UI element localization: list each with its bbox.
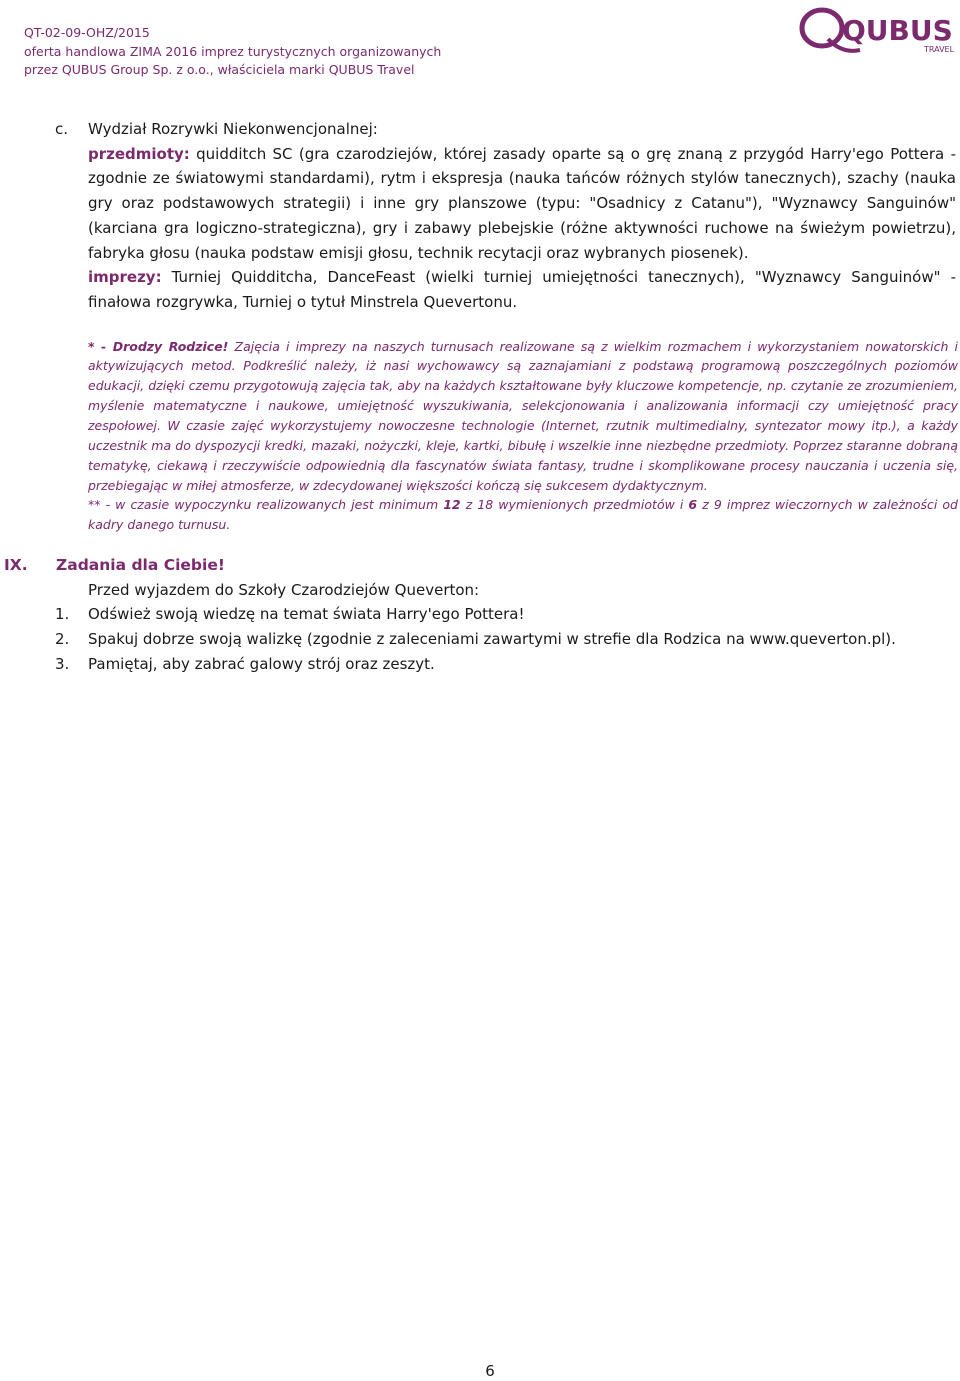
list-item xyxy=(55,602,960,627)
list-item xyxy=(55,652,960,677)
note-minimum-a: ** - w czasie wypoczynku realizowanych jest minimum xyxy=(88,497,444,513)
note-parents-text: Zajęcia i imprezy na naszych turnusach realizowane są z wielkim rozmachem i wykorzystaniem nowatorskich i aktywizujących metod. Podkreślić należy, iż nasi wychowawcy są zaznajamiani z podstawą programową poszczególnych poziomów edukacji, dzięki czemu przygotowują zajęcia tak, aby na każdych kształtowane były kluczowe kompetencje, np. czytanie ze zrozumieniem, myślenie matematyczne i naukowe, umiejętność wyszukiwania, selekcjonowania i analizowania informacji czy umiejętność pracy zespołowej. W czasie zajęć wykorzystujemy nowoczesne technologie (Internet, rzutnik multimedialny, syntezator mowy itp.), a każdy uczestnik ma do dyspozycji kredki, mazaki, nożyczki, kleje, kartki, bibułę i wszelkie inne niezbędne przedmioty. Poprzez staranne dobraną tematykę, ciekawą i rzeczywiście odpowiednią dla fascynatów świata fantasy, trudne i skomplikowane procesy nauczania i uczenia się, przebiegając w miłej atmosferze, w zdecydowanej większości kończą się sukcesem dydaktycznym. xyxy=(88,338,959,493)
subjects-text: quidditch SC (gra czarodziejów, której zasady oparte są o grę znaną z przygód Harry'ego Pottera - zgodnie ze światowymi standardami), rytm i ekspresja (nauka tańców różnych stylów tanecznych), szachy (nauka gry oraz podstawowych strategii) i inne gry planszowe (typu: "Osadnicy z Catanu"), "Wyznawcy Sanguinów" (karciana gra logiczno-strategiczna), gry i zabawy plebejskie (różne aktywności ruchowe na świeżym powietrzu), fabryka głosu (nauka podstaw emisji głosu, technik recytacji oraz wybranych piosenek). xyxy=(88,144,956,262)
list-item-text: Odśwież swoją wiedzę na temat świata Harry'ego Pottera! xyxy=(88,605,525,624)
events-label: imprezy: xyxy=(88,268,162,287)
page-content xyxy=(0,117,960,677)
note-minimum-subjects-count: 12 xyxy=(443,497,461,513)
document-header xyxy=(24,24,624,80)
note-minimum xyxy=(88,495,958,535)
item-c-title-text: Wydział Rozrywki Niekonwencjonalnej: xyxy=(88,120,378,138)
list-item-text: Pamiętaj, aby zabrać galowy strój oraz zeszyt. xyxy=(88,654,435,673)
section-number: IX. xyxy=(4,556,28,575)
item-c-letter: c. xyxy=(55,120,69,138)
note-minimum-events-count: 6 xyxy=(688,497,698,513)
logo-wordmark: QUBUS xyxy=(842,14,953,47)
section-tasks xyxy=(0,553,960,677)
qubus-logo-icon xyxy=(798,6,958,56)
subjects-label: przedmioty: xyxy=(88,144,190,163)
section-title: Zadania dla Ciebie! xyxy=(56,556,225,575)
list-item-number: 2. xyxy=(55,630,70,649)
item-c-title xyxy=(55,117,956,142)
offer-line: oferta handlowa ZIMA 2016 imprez turystycznych organizowanych xyxy=(24,43,442,59)
note-parents xyxy=(88,337,958,496)
section-intro: Przed wyjazdem do Szkoły Czarodziejów Queverton: xyxy=(88,580,480,599)
events-paragraph xyxy=(88,265,956,314)
list-item xyxy=(55,627,960,652)
note-minimum-c: z 18 wymienionych przedmiotów i xyxy=(460,497,689,513)
subjects-paragraph xyxy=(88,142,956,266)
document-code: QT-02-09-OHZ/2015 xyxy=(24,25,150,40)
footnotes xyxy=(88,337,958,535)
list-item-text: Spakuj dobrze swoją walizkę (zgodnie z zaleceniami zawartymi w strefie dla Rodzica na www.queverton.pl). xyxy=(88,630,896,649)
events-text: Turniej Quidditcha, DanceFeast (wielki turniej umiejętności tanecznych), "Wyznawcy Sanguinów" - finałowa rozgrywka, Turniej o tytuł Minstrela Quevertonu. xyxy=(88,268,956,311)
note-parents-lead: * - Drodzy Rodzice! xyxy=(88,338,229,354)
qubus-logo xyxy=(798,6,958,56)
logo-subtitle: TRAVEL xyxy=(924,45,955,54)
list-item-number: 3. xyxy=(55,654,70,673)
list-item-number: 1. xyxy=(55,605,70,624)
note-minimum-e: z 9 imprez wieczornych w zależności od kadry danego turnusu. xyxy=(88,497,958,533)
page-number: 6 xyxy=(485,1362,495,1380)
organizer-line: przez QUBUS Group Sp. z o.o., właściciela marki QUBUS Travel xyxy=(24,62,415,77)
